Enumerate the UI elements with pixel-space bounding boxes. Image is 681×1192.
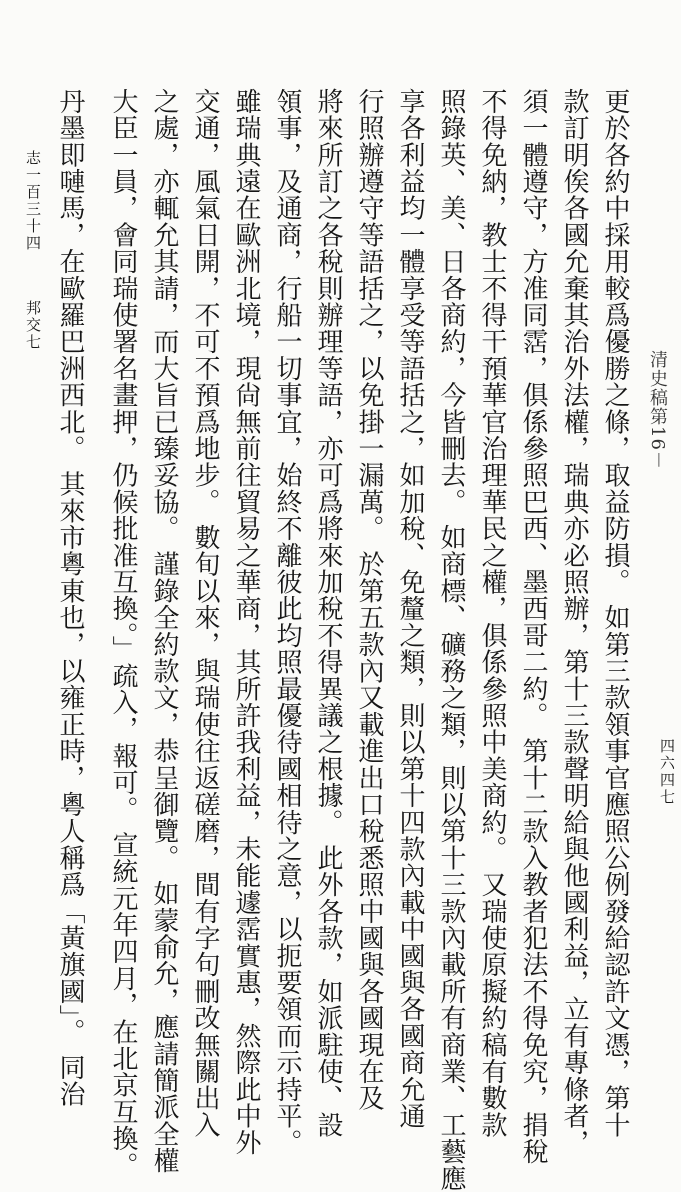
page-number: 四六四七 xyxy=(658,738,676,806)
text-column-5: 照錄英、美、日各商約，今皆刪去。 如商標、礦務之類，則以第十三款內載所有商業、工藝應 xyxy=(436,88,466,1192)
text-column-13: 大臣一員，會同瑞使署名畫押，仍候批准互換。」疏入，報可。 宣統元年四月，在北京互換。 xyxy=(108,88,138,1179)
text-column-4: 不得免納，教士不得干預華官治理華民之權，俱係參照中美商約。 又瑞使原擬約稿有數款 xyxy=(477,88,507,1139)
text-column-11: 交通，風氣日開，不可不預爲地步。 數旬以來，與瑞使往返磋磨，間有字句刪改無關出入 xyxy=(190,88,220,1139)
text-column-1: 更於各約中採用較爲優勝之條，取益防損。 如第三款領事官應照公例發給認許文憑，第十 xyxy=(600,88,630,1139)
margin-note: 清史稿第16－ xyxy=(647,350,668,470)
text-column-12: 之處，亦輒允其請，而大旨已臻妥協。 謹錄全約款文，恭呈御覽。 如蒙俞允，應請簡派全權 xyxy=(149,88,179,1174)
text-column-9: 領事，及通商，行船一切事宜，始終不離彼此均照最優待國相待之意，以扼要領而示持平。 xyxy=(272,88,302,1156)
text-column-3: 須一體遵守，方准同霑，俱係參照巴西、墨西哥二約。 第十二款入教者犯法不得免究，捐稅 xyxy=(518,88,548,1165)
text-column-14: 丹墨即嗹馬，在歐羅巴洲西北。 其來市粵東也，以雍正時，粵人稱爲「黃旗國」。 同治 xyxy=(55,88,85,1108)
section-label: 志一百三十四 xyxy=(24,150,42,252)
text-column-8: 將來所訂之各稅則辦理等語，亦可爲將來加稅不得異議之根據。 此外各款，如派駐使、設 xyxy=(313,88,343,1139)
text-column-10: 雖瑞典遠在歐洲北境，現尙無前往貿易之華商，其所許我利益，未能遽霑實惠，然際此中外 xyxy=(231,88,261,1156)
text-column-7: 行照辦遵守等語括之，以免掛一漏萬。 於第五款內又載進出口稅悉照中國與各國現在及 xyxy=(354,88,384,1112)
chapter-label: 邦交七 xyxy=(24,300,42,351)
text-column-6: 享各利益均一體享受等語括之，如加稅、免釐之類，則以第十四款內載中國與各國商允通 xyxy=(395,88,425,1130)
text-column-2: 款訂明俟各國允棄其治外法權，瑞典亦必照辦，第十三款聲明給與他國利益，立有專條者， xyxy=(559,88,589,1156)
